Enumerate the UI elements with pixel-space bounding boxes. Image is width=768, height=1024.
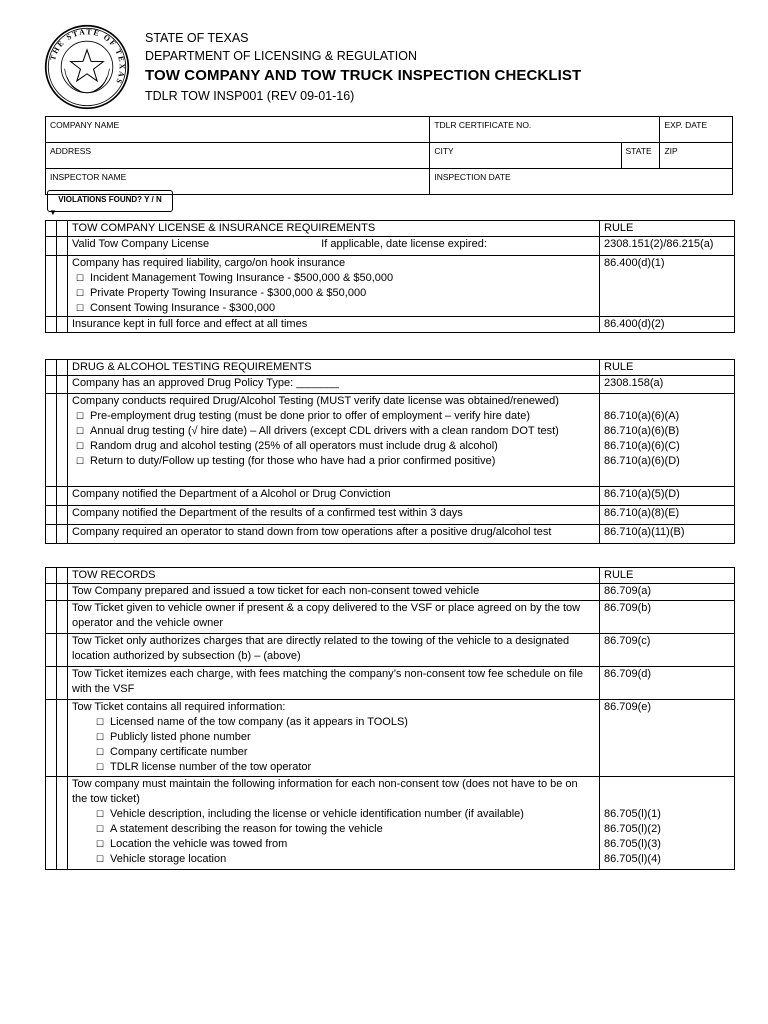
- checkbox-icon[interactable]: ☐: [96, 747, 105, 757]
- requirement-text: Insurance kept in full force and effect at all times: [68, 317, 600, 333]
- tdlr-certificate-field[interactable]: TDLR CERTIFICATE NO.: [430, 117, 660, 143]
- list-item[interactable]: ☐ Publicly listed phone number: [96, 731, 251, 743]
- checkbox-cell[interactable]: [57, 634, 68, 667]
- rule-citation: 86.705(l)(1): [604, 808, 661, 820]
- requirement-text: Company conducts required Drug/Alcohol Testing (MUST verify date license was obtained/renewed): [72, 395, 559, 407]
- checkbox-cell[interactable]: [46, 634, 57, 667]
- checkbox-icon[interactable]: ☐: [76, 426, 85, 436]
- checkbox-cell[interactable]: [46, 237, 57, 256]
- checkbox-cell[interactable]: [46, 487, 57, 506]
- rule-citation: 86.709(c): [600, 634, 735, 667]
- checkbox-icon[interactable]: ☐: [96, 839, 105, 849]
- rule-citation: 86.709(b): [600, 601, 735, 634]
- checkbox-icon[interactable]: ☐: [76, 303, 85, 313]
- list-item[interactable]: ☐ Consent Towing Insurance - $300,000: [76, 302, 276, 314]
- exp-date-field[interactable]: EXP. DATE: [660, 117, 733, 143]
- license-insurance-table: [45, 220, 735, 333]
- list-item[interactable]: ☐ Vehicle storage location: [96, 853, 227, 865]
- rule-citation: 86.705(l)(4): [604, 853, 661, 865]
- list-item[interactable]: ☐ Vehicle description, including the license or vehicle identification number (if available): [96, 808, 524, 820]
- rule-citation: 86.710(a)(8)(E): [600, 506, 735, 525]
- zip-field[interactable]: ZIP: [660, 143, 733, 169]
- section-title: TOW COMPANY LICENSE & INSURANCE REQUIREMENTS: [68, 221, 600, 237]
- header-state: STATE OF TEXAS: [145, 31, 249, 45]
- list-item[interactable]: ☐ Licensed name of the tow company (as it appears in TOOLS): [96, 716, 408, 728]
- list-item[interactable]: ☐ Pre-employment drug testing (must be done prior to offer of employment – verify hire date): [76, 410, 531, 422]
- rule-citation: 86.710(a)(5)(D): [600, 487, 735, 506]
- violations-found-box[interactable]: VIOLATIONS FOUND? Y / N: [47, 190, 173, 212]
- checkbox-cell[interactable]: [46, 667, 57, 700]
- checkbox-cell[interactable]: [57, 256, 68, 317]
- address-field[interactable]: ADDRESS: [46, 143, 430, 169]
- list-item[interactable]: ☐ Incident Management Towing Insurance - $500,000 & $50,000: [76, 272, 394, 284]
- city-field[interactable]: CITY: [430, 143, 621, 169]
- checkbox-cell[interactable]: [57, 221, 68, 237]
- checkbox-icon[interactable]: ☐: [76, 441, 85, 451]
- company-name-field[interactable]: COMPANY NAME: [46, 117, 430, 143]
- checkbox-cell[interactable]: [57, 601, 68, 634]
- list-item[interactable]: ☐ Private Property Towing Insurance - $300,000 & $50,000: [76, 287, 367, 299]
- section-title: DRUG & ALCOHOL TESTING REQUIREMENTS: [68, 360, 600, 376]
- checkbox-cell[interactable]: [57, 667, 68, 700]
- checkbox-icon[interactable]: ☐: [96, 809, 105, 819]
- company-info-table: [45, 116, 733, 195]
- checkbox-icon[interactable]: ☐: [76, 456, 85, 466]
- rule-header: RULE: [600, 360, 735, 376]
- checkbox-cell[interactable]: [57, 700, 68, 777]
- checkbox-icon[interactable]: ☐: [76, 273, 85, 283]
- checkbox-cell[interactable]: [46, 360, 57, 376]
- requirement-text: Company required an operator to stand down from tow operations after a positive drug/alcohol test: [68, 525, 600, 544]
- requirement-text: Company has an approved Drug Policy Type: _______: [68, 376, 600, 394]
- list-item[interactable]: ☐ Location the vehicle was towed from: [96, 838, 288, 850]
- requirement-text: Company notified the Department of the results of a confirmed test within 3 days: [68, 506, 600, 525]
- rule-citation: 86.705(l)(3): [604, 838, 661, 850]
- rule-citation: 86.709(a): [600, 584, 735, 601]
- inspection-date-field[interactable]: INSPECTION DATE: [430, 169, 733, 195]
- requirement-text: Company notified the Department of a Alcohol or Drug Conviction: [68, 487, 600, 506]
- page-title: TOW COMPANY AND TOW TRUCK INSPECTION CHECKLIST: [145, 67, 582, 84]
- checkbox-cell[interactable]: [46, 506, 57, 525]
- checkbox-cell[interactable]: [57, 777, 68, 870]
- checkbox-icon[interactable]: ☐: [76, 411, 85, 421]
- requirement-text: Tow Ticket given to vehicle owner if present & a copy delivered to the VSF or place agreed on by the tow operator and the vehicle owner: [68, 601, 600, 634]
- rule-citation: 2308.151(2)/86.215(a): [600, 237, 735, 256]
- rule-citation: 86.710(a)(11)(B): [600, 525, 735, 544]
- list-item[interactable]: ☐ Return to duty/Follow up testing (for those who have had a prior confirmed positive): [76, 455, 496, 467]
- rule-citation: 86.710(a)(6)(A): [604, 410, 680, 422]
- checkbox-cell[interactable]: [57, 568, 68, 584]
- checkbox-cell[interactable]: [46, 525, 57, 544]
- checkbox-cell[interactable]: [46, 221, 57, 237]
- rule-citation: 86.705(l)(2): [604, 823, 661, 835]
- rule-citation: 86.709(e): [600, 700, 735, 777]
- checkbox-cell[interactable]: [46, 568, 57, 584]
- requirement-text: Valid Tow Company License: [72, 238, 210, 250]
- rule-header: RULE: [600, 568, 735, 584]
- checkbox-cell[interactable]: [57, 487, 68, 506]
- texas-state-seal: [44, 24, 130, 110]
- requirement-text: Company has required liability, cargo/on hook insurance: [72, 257, 346, 269]
- rule-citation: 86.709(d): [600, 667, 735, 700]
- requirement-text: Tow company must maintain the following information for each non-consent tow (does not have to be on the tow ticket): [72, 778, 578, 805]
- list-item[interactable]: ☐ Random drug and alcohol testing (25% of all operators must include drug & alcohol): [76, 440, 498, 452]
- checkbox-icon[interactable]: ☐: [96, 854, 105, 864]
- checkbox-icon[interactable]: ☐: [96, 824, 105, 834]
- checkbox-cell[interactable]: [46, 584, 57, 601]
- checkbox-icon[interactable]: ☐: [96, 717, 105, 727]
- header-department: DEPARTMENT OF LICENSING & REGULATION: [145, 49, 418, 63]
- section-title: TOW RECORDS: [68, 568, 600, 584]
- checkbox-cell[interactable]: [57, 394, 68, 487]
- checkbox-cell[interactable]: [46, 777, 57, 870]
- list-item[interactable]: ☐ Company certificate number: [96, 746, 248, 758]
- checkbox-icon[interactable]: ☐: [96, 732, 105, 742]
- checkbox-cell[interactable]: [46, 376, 57, 394]
- checkbox-cell[interactable]: [57, 237, 68, 256]
- checkbox-cell[interactable]: [57, 525, 68, 544]
- checkbox-cell[interactable]: [57, 506, 68, 525]
- requirement-text: Tow Ticket only authorizes charges that are directly related to the towing of the vehicle to a designated location authorized by subsection (b) – (above): [68, 634, 600, 667]
- requirement-text: Tow Ticket itemizes each charge, with fees matching the company’s non-consent tow fee schedule on file with the VSF: [68, 667, 600, 700]
- checkbox-cell[interactable]: [57, 360, 68, 376]
- license-expired-label: If applicable, date license expired:: [321, 238, 487, 250]
- rule-citation: 86.710(a)(6)(C): [604, 440, 680, 452]
- checkbox-cell[interactable]: [46, 601, 57, 634]
- list-item[interactable]: ☐ A statement describing the reason for towing the vehicle: [96, 823, 383, 835]
- list-item[interactable]: ☐ TDLR license number of the tow operator: [96, 761, 312, 773]
- rule-citation: 86.400(d)(1): [600, 256, 735, 317]
- svg-text:THE STATE OF TEXAS: THE STATE OF TEXAS: [48, 27, 127, 87]
- drug-alcohol-table: [45, 359, 735, 544]
- list-item[interactable]: ☐ Annual drug testing (√ hire date) – All drivers (except CDL drivers with a clean random DOT test): [76, 425, 559, 437]
- checkbox-cell[interactable]: [57, 317, 68, 333]
- checkbox-icon[interactable]: ☐: [96, 762, 105, 772]
- requirement-text: Tow Ticket contains all required information:: [72, 701, 286, 713]
- checkbox-cell[interactable]: [57, 584, 68, 601]
- checkbox-cell[interactable]: [57, 376, 68, 394]
- form-id: TDLR TOW INSP001 (REV 09-01-16): [145, 89, 355, 103]
- requirement-text: Tow Company prepared and issued a tow ticket for each non-consent towed vehicle: [68, 584, 600, 601]
- checkbox-cell[interactable]: [46, 394, 57, 487]
- tow-records-table: [45, 567, 735, 870]
- rule-citation: 86.710(a)(6)(B): [604, 425, 680, 437]
- checkbox-icon[interactable]: ☐: [76, 288, 85, 298]
- state-field[interactable]: STATE: [621, 143, 660, 169]
- rule-citation: 86.710(a)(6)(D): [604, 455, 680, 467]
- checkbox-cell[interactable]: [46, 700, 57, 777]
- checkbox-cell[interactable]: [46, 317, 57, 333]
- rule-citation: 2308.158(a): [600, 376, 735, 394]
- checkbox-cell[interactable]: [46, 256, 57, 317]
- inspector-name-field[interactable]: INSPECTOR NAME: [46, 169, 430, 195]
- rule-header: RULE: [600, 221, 735, 237]
- arrow-down-icon: ▼: [49, 208, 57, 217]
- rule-citation: 86.400(d)(2): [600, 317, 735, 333]
